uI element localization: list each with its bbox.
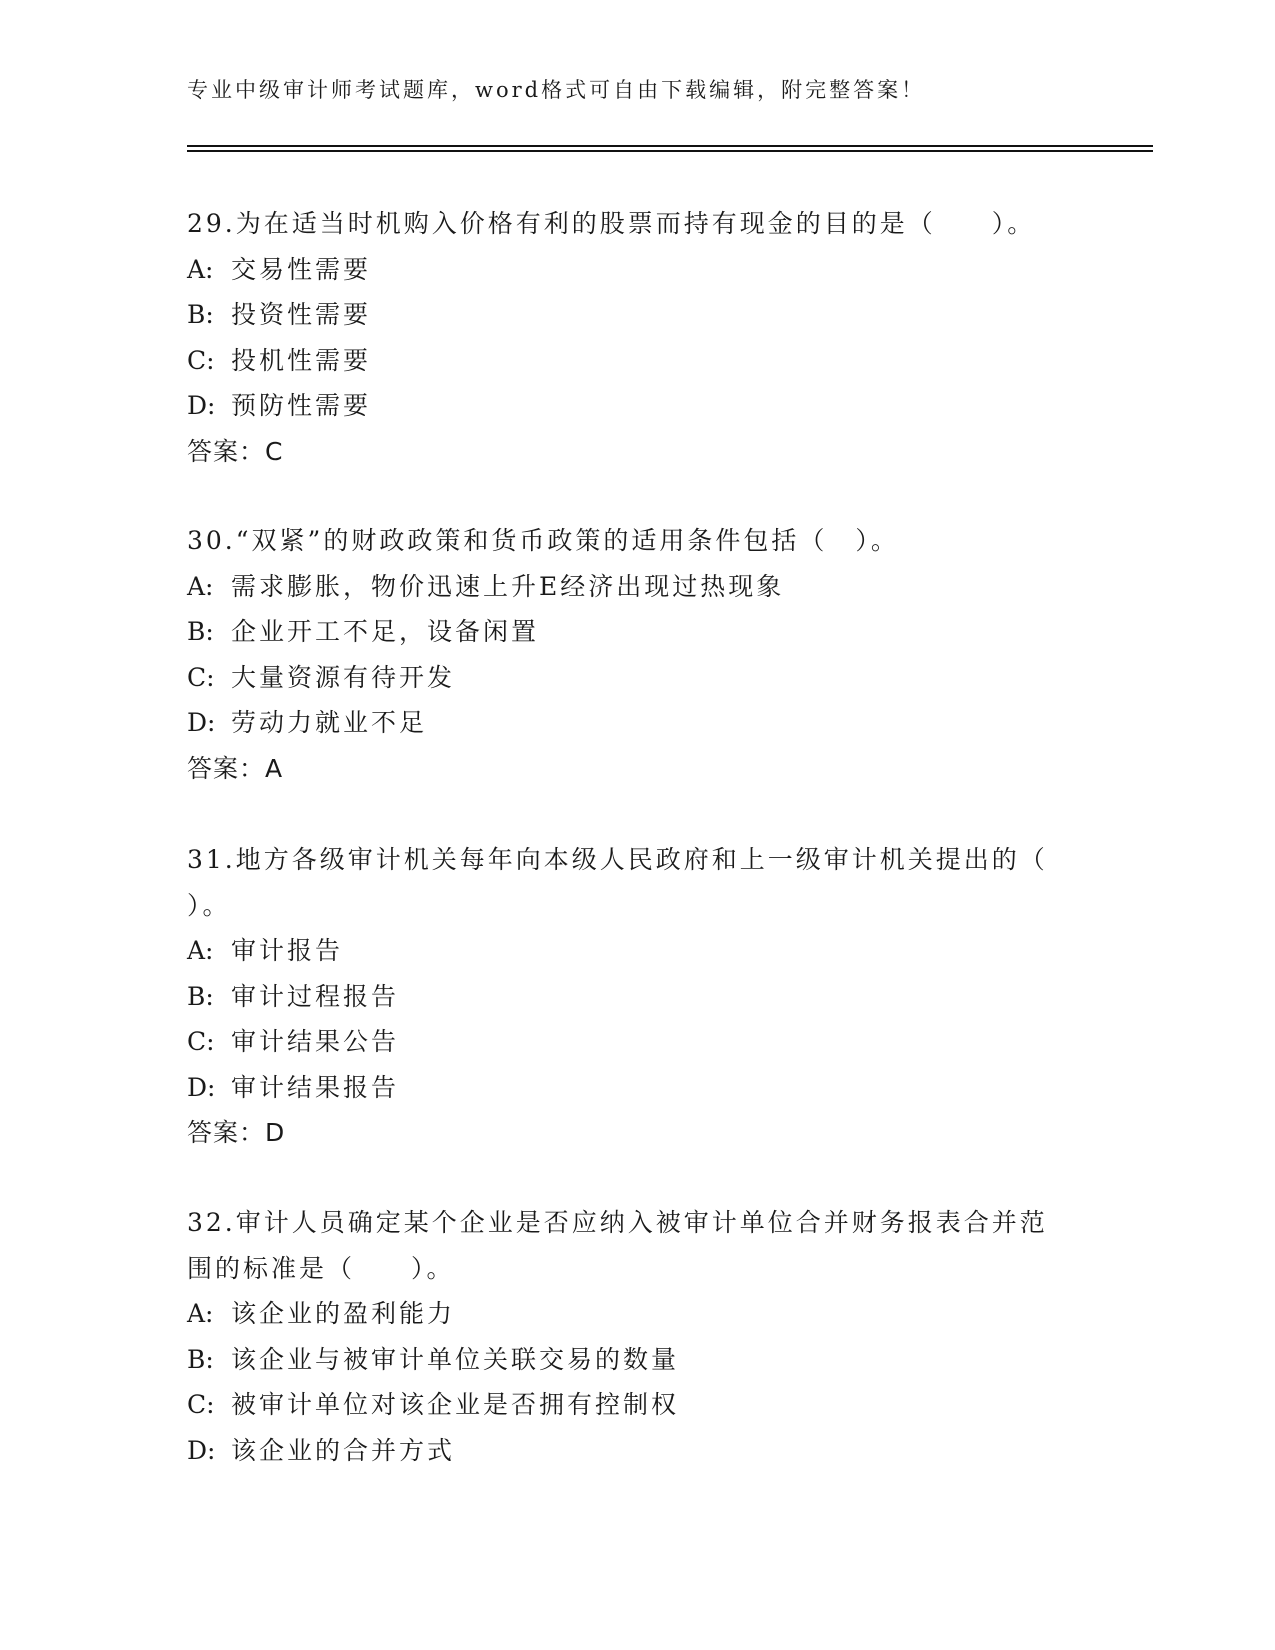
option-letter: C: <box>187 662 215 692</box>
option-text: 该企业的合并方式 <box>231 1435 456 1465</box>
question-31 <box>187 837 1087 1156</box>
option-letter: A: <box>187 1299 214 1328</box>
option-letter: A: <box>187 571 214 601</box>
answer: 答案：A <box>187 753 284 783</box>
option-c <box>187 1019 1087 1065</box>
option-text: 大量资源有待开发 <box>231 662 456 692</box>
option-b <box>187 974 1087 1020</box>
question-stem-continued: ）。 <box>187 890 231 920</box>
option-c <box>187 655 1087 701</box>
option-text: 审计结果公告 <box>231 1027 400 1056</box>
question-30 <box>187 518 1087 791</box>
question-32 <box>187 1200 1087 1473</box>
option-text: 该企业的盈利能力 <box>231 1299 456 1328</box>
option-letter: D: <box>187 391 216 420</box>
option-letter: D: <box>187 708 216 737</box>
option-text: 被审计单位对该企业是否拥有控制权 <box>231 1390 680 1419</box>
option-letter: C: <box>187 1390 215 1419</box>
option-b <box>187 1337 1087 1383</box>
option-letter: D: <box>187 1072 216 1102</box>
option-letter: B: <box>187 617 214 646</box>
question-stem: 32.审计人员确定某个企业是否应纳入被审计单位合并财务报表合并范 <box>187 1208 1048 1237</box>
header-divider <box>187 145 1153 147</box>
option-letter: B: <box>187 1344 214 1374</box>
question-stem: 29.为在适当时机购入价格有利的股票而持有现金的目的是（ ）。 <box>187 209 1036 238</box>
option-b <box>187 609 1087 655</box>
option-text: 预防性需要 <box>231 391 372 420</box>
header-divider <box>187 150 1153 152</box>
option-letter: A: <box>187 254 214 284</box>
option-c <box>187 1382 1087 1428</box>
option-text: 审计过程报告 <box>231 981 400 1011</box>
option-text: 劳动力就业不足 <box>231 708 428 737</box>
option-text: 该企业与被审计单位关联交易的数量 <box>231 1344 680 1374</box>
option-letter: B: <box>187 300 214 329</box>
option-d <box>187 383 1087 429</box>
answer: 答案：C <box>187 436 284 466</box>
option-text: 投机性需要 <box>231 345 372 375</box>
option-d <box>187 1065 1087 1111</box>
option-d <box>187 1428 1087 1474</box>
option-a <box>187 564 1087 610</box>
option-a <box>187 247 1087 293</box>
option-text: 投资性需要 <box>231 300 372 329</box>
question-stem: 31.地方各级审计机关每年向本级人民政府和上一级审计机关提出的（ <box>187 845 1048 874</box>
option-d <box>187 700 1087 746</box>
option-letter: D: <box>187 1435 216 1465</box>
page-header: 专业中级审计师考试题库，word格式可自由下载编辑，附完整答案！ <box>187 78 926 102</box>
question-stem-continued: 围的标准是（ ）。 <box>187 1253 455 1283</box>
option-letter: A: <box>187 936 214 965</box>
option-text: 交易性需要 <box>231 254 372 284</box>
option-letter: C: <box>187 1027 215 1056</box>
option-text: 审计结果报告 <box>231 1072 400 1102</box>
question-stem: 30.“双紧”的财政政策和货币政策的适用条件包括（ ）。 <box>187 526 899 555</box>
option-text: 需求膨胀，物价迅速上升E经济出现过热现象 <box>231 571 785 601</box>
option-c <box>187 338 1087 384</box>
option-b <box>187 292 1087 338</box>
option-letter: C: <box>187 345 215 375</box>
option-a <box>187 1291 1087 1337</box>
option-a <box>187 928 1087 974</box>
option-text: 企业开工不足，设备闲置 <box>231 617 540 646</box>
question-29 <box>187 201 1087 474</box>
option-letter: B: <box>187 981 214 1011</box>
option-text: 审计报告 <box>231 936 344 965</box>
answer: 答案：D <box>187 1118 286 1147</box>
